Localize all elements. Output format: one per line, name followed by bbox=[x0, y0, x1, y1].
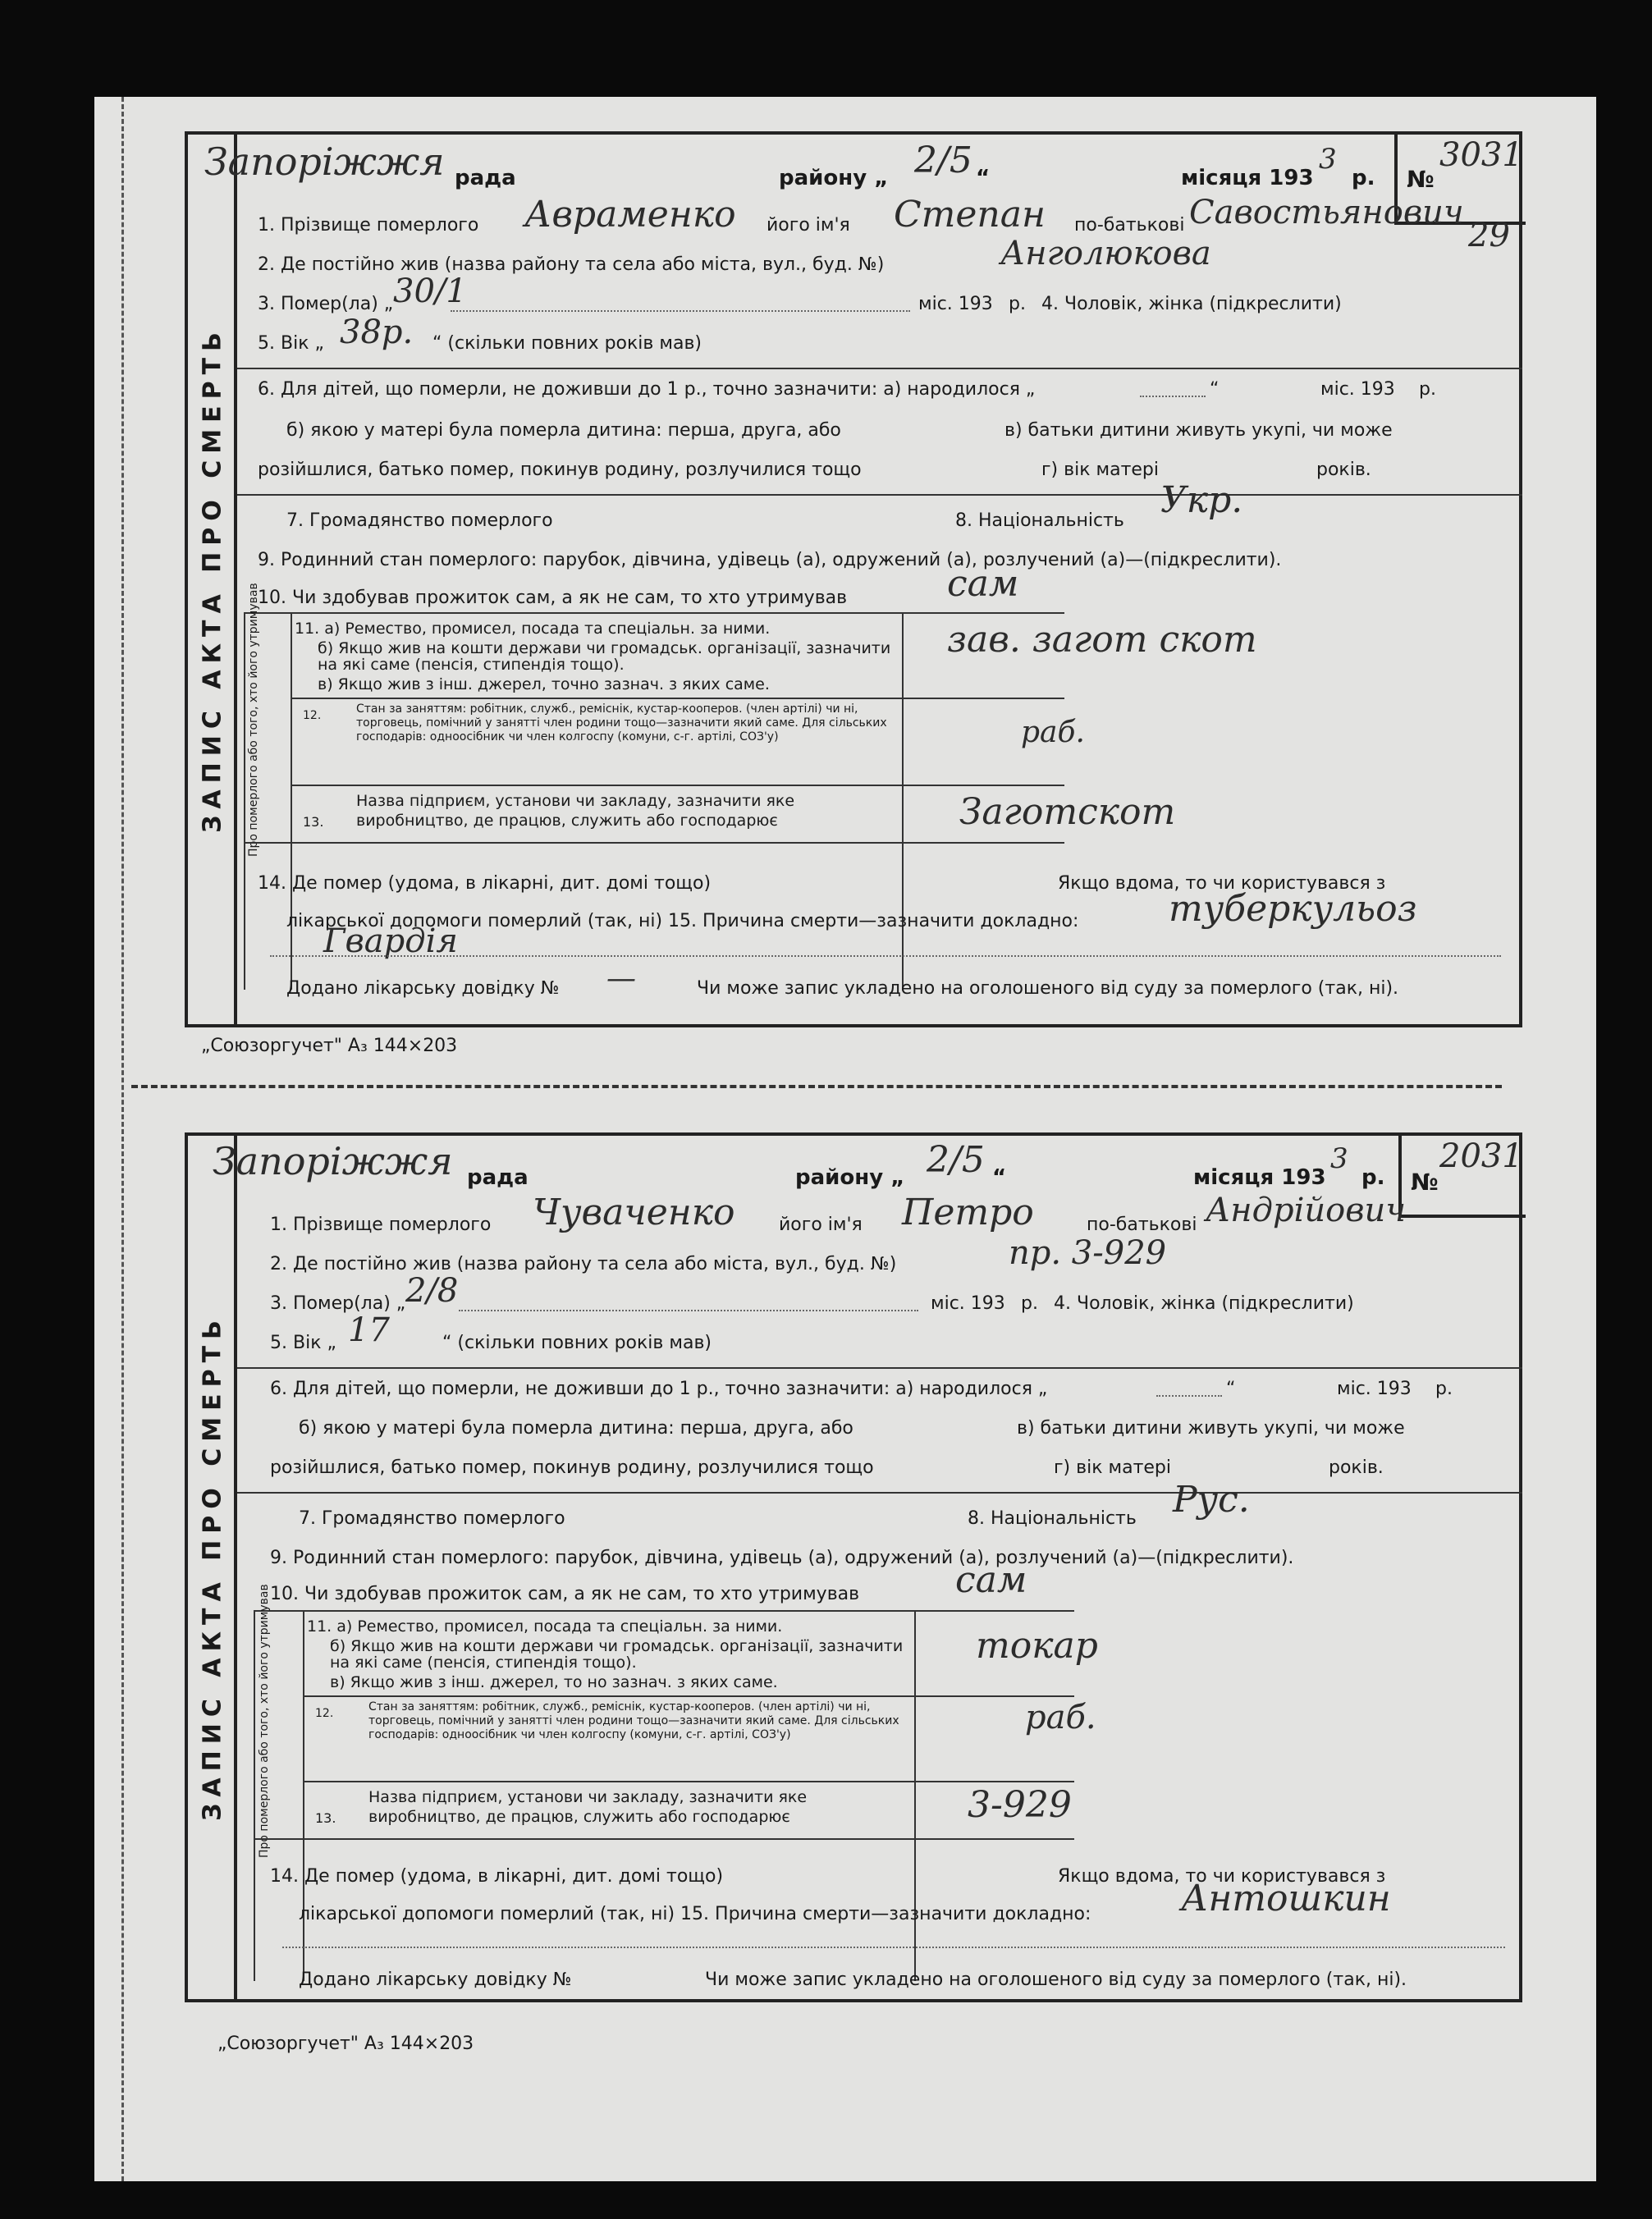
label-quote: “ bbox=[992, 1165, 1007, 1190]
dotted-line bbox=[282, 1947, 1505, 1948]
hw-surname: Чуваченко bbox=[533, 1192, 735, 1233]
field-13: Назва підприєм, установи чи закладу, зазначити яке виробництво, де працюв, служить або господарює bbox=[368, 1788, 808, 1826]
label-no: № bbox=[1407, 166, 1435, 193]
hw-died: 2/8 bbox=[405, 1272, 459, 1310]
field-3: 3. Помер(ла) „ bbox=[270, 1293, 406, 1314]
dotted-line bbox=[459, 1310, 918, 1311]
hw-month: 3 bbox=[1330, 1142, 1348, 1175]
hw-surname: Авраменко bbox=[524, 194, 736, 236]
field-15: лікарської допомоги померлий (так, ні) 15. Причина смерти—зазначити докладно: bbox=[286, 911, 1079, 931]
label-month: місяця 193 bbox=[1193, 1165, 1326, 1190]
hw-workplace: Заготскот bbox=[959, 791, 1176, 833]
field-9: 9. Родинний стан померлого: парубок, дівчина, удівець (а), одружений (а), розлучений (а)—(підкреслити). bbox=[270, 1548, 1294, 1568]
field-6a-mis: міс. 193 bbox=[1337, 1379, 1412, 1399]
field-6c: розійшлися, батько помер, покинув родину, розлучилися тощо bbox=[258, 460, 862, 480]
field-9: 9. Родинний стан померлого: парубок, дівчина, удівець (а), одружений (а), розлучений (а)—(підкреслити). bbox=[258, 550, 1282, 570]
rule bbox=[303, 1781, 1074, 1782]
hw-rayon: 2/5 bbox=[914, 140, 972, 181]
hw-margin-number: 29 bbox=[1468, 217, 1510, 254]
field-3-mis: міс. 193 bbox=[931, 1293, 1005, 1314]
hw-nationality: Рус. bbox=[1173, 1479, 1250, 1521]
hw-patronymic: Андрійович bbox=[1206, 1192, 1407, 1229]
label-rayonu: району „ bbox=[779, 166, 889, 190]
field-6b: б) якою у матері була померла дитина: перша, друга, або bbox=[286, 420, 841, 441]
hw-address: пр. 3-929 bbox=[1009, 1234, 1167, 1272]
field-6b-tail: в) батьки дитини живуть укупі, чи може bbox=[1017, 1418, 1405, 1439]
field-6a-q: “ bbox=[1210, 379, 1220, 400]
field-6b-tail: в) батьки дитини живуть укупі, чи може bbox=[1004, 420, 1393, 441]
hw-workplace: 3-929 bbox=[968, 1784, 1072, 1826]
hw-cause: туберкульоз bbox=[1169, 888, 1417, 930]
form-1-footer: „Союзоргучет" А₃ 144×203 bbox=[201, 1036, 458, 1056]
perforation-line bbox=[121, 97, 124, 2181]
hw-month: 3 bbox=[1319, 143, 1337, 176]
field-10: 10. Чи здобував прожиток сам, а як не сам, то хто утримував bbox=[270, 1584, 860, 1604]
rule bbox=[291, 698, 1064, 699]
label-month: місяця 193 bbox=[1181, 166, 1314, 190]
vrule bbox=[244, 612, 245, 990]
hw-status: раб. bbox=[1025, 1699, 1096, 1736]
rule bbox=[291, 785, 1064, 786]
vrule bbox=[291, 612, 292, 990]
field-12: Стан за заняттям: робітник, служб., реміснік, кустар-кооперов. (член артілі) чи ні, торговець, помічний у занятті член родини тощо—зазначити який саме. Для сільських господарів: одноосібник чи член колгоспу (комуни, с-г. артілі, СОЗ'у) bbox=[368, 1700, 899, 1741]
field-1-patronymic: по-батькові bbox=[1074, 215, 1185, 236]
field-1: 1. Прізвище померлого bbox=[270, 1215, 492, 1235]
field-11v: в) Якщо жив з інш. джерел, точно зазнач. з яких саме. bbox=[318, 675, 770, 693]
field-4: 4. Чоловік, жінка (підкреслити) bbox=[1041, 294, 1342, 314]
field-5-tail: “ (скільки повних років мав) bbox=[432, 333, 702, 354]
field-11a: 11. а) Ремество, промисел, посада та спеціальн. за ними. bbox=[307, 1617, 783, 1636]
hw-address: Анголюкова bbox=[1000, 235, 1211, 272]
hw-support: сам bbox=[947, 563, 1019, 605]
label-rayonu: району „ bbox=[795, 1165, 905, 1190]
rule bbox=[237, 1367, 1522, 1369]
hw-nationality: Укр. bbox=[1160, 479, 1243, 521]
rule bbox=[244, 612, 1064, 614]
field-6c-tail: років. bbox=[1316, 460, 1371, 480]
field-6b: б) якою у матері була померла дитина: перша, друга, або bbox=[299, 1418, 853, 1439]
field-1-name: його ім'я bbox=[767, 215, 850, 236]
field-3-r: р. bbox=[1009, 294, 1026, 314]
field-spravka-tail: Чи може запис укладено на оголошеного від суду за померлого (так, ні). bbox=[705, 1970, 1407, 1990]
field-1-patronymic: по-батькові bbox=[1087, 1215, 1197, 1235]
field-13-num: 13. bbox=[303, 814, 324, 830]
field-2: 2. Де постійно жив (назва району та села або міста, вул., буд. №) bbox=[258, 254, 885, 275]
field-spravka: Додано лікарську довідку № bbox=[286, 978, 560, 999]
hw-name: Степан bbox=[894, 194, 1046, 236]
hw-died: 30/1 bbox=[393, 272, 467, 310]
field-3: 3. Помер(ла) „ bbox=[258, 294, 394, 314]
vertical-title: ЗАПИС АКТА ПРО СМЕРТЬ bbox=[198, 326, 227, 833]
dotted-line bbox=[270, 955, 1501, 957]
rule bbox=[237, 494, 1522, 496]
field-15: лікарської допомоги померлий (так, ні) 15. Причина смерти—зазначити докладно: bbox=[299, 1904, 1091, 1924]
hw-occupation: зав. загот скот bbox=[947, 619, 1257, 661]
hw-patronymic: Савостьянович bbox=[1189, 194, 1464, 231]
label-rada: рада bbox=[455, 166, 516, 190]
rule bbox=[303, 1695, 1074, 1697]
rule bbox=[254, 1610, 1074, 1612]
field-6a-mis: міс. 193 bbox=[1320, 379, 1395, 400]
field-11b: б) Якщо жив на кошти держави чи громадськ. організації, зазначити на які саме (пенсія, стипендія тощо). bbox=[318, 639, 891, 674]
field-6a: 6. Для дітей, що померли, не доживши до 1 р., точно зазначити: а) народилося „ bbox=[258, 379, 1036, 400]
hw-rada: Запоріжжя bbox=[204, 140, 445, 184]
label-no: № bbox=[1411, 1169, 1439, 1196]
field-6a-q: “ bbox=[1226, 1379, 1236, 1399]
field-4: 4. Чоловік, жінка (підкреслити) bbox=[1054, 1293, 1354, 1314]
field-12: Стан за заняттям: робітник, служб., реміснік, кустар-кооперов. (член артілі) чи ні, торговець, помічний у занятті член родини тощо—зазначити який саме. Для сільських господарів: одноосібник чи член колгоспу (комуни, с-г. артілі, СОЗ'у) bbox=[356, 702, 887, 743]
field-3-mis: міс. 193 bbox=[918, 294, 993, 314]
field-6c-g: г) вік матері bbox=[1054, 1457, 1171, 1478]
hw-number: 3031 bbox=[1439, 136, 1523, 174]
vrule bbox=[303, 1610, 304, 1981]
rule bbox=[237, 368, 1522, 369]
field-12-num: 12. bbox=[303, 709, 322, 722]
field-8: 8. Національність bbox=[955, 510, 1124, 531]
hw-rada: Запоріжжя bbox=[213, 1139, 453, 1183]
field-1: 1. Прізвище померлого bbox=[258, 215, 479, 236]
field-6c-g: г) вік матері bbox=[1041, 460, 1159, 480]
side-note: Про померлого або того, хто його утримував bbox=[247, 583, 260, 857]
hw-age: 38р. bbox=[340, 313, 414, 351]
hw-occupation: токар bbox=[976, 1625, 1098, 1667]
field-11a: 11. а) Ремество, промисел, посада та спеціальн. за ними. bbox=[295, 620, 771, 638]
vertical-title-band bbox=[188, 1136, 237, 1999]
field-6a-r: р. bbox=[1435, 1379, 1453, 1399]
field-3-r: р. bbox=[1021, 1293, 1038, 1314]
field-6c-tail: років. bbox=[1329, 1457, 1384, 1478]
vrule bbox=[902, 612, 904, 990]
field-12-num: 12. bbox=[315, 1707, 334, 1720]
label-r: р. bbox=[1361, 1165, 1385, 1190]
death-record-form-1 bbox=[185, 131, 1522, 1027]
field-8: 8. Національність bbox=[968, 1508, 1137, 1529]
field-5: 5. Вік „ bbox=[258, 333, 324, 354]
field-10: 10. Чи здобував прожиток сам, а як не сам, то хто утримував bbox=[258, 588, 848, 608]
hw-age: 17 bbox=[348, 1311, 390, 1349]
label-quote: “ bbox=[976, 166, 991, 190]
hw-cause: Антошкин bbox=[1181, 1878, 1391, 1919]
field-11b: б) Якщо жив на кошти держави чи громадськ. організації, зазначити на які саме (пенсія, стипендія тощо). bbox=[330, 1637, 904, 1672]
field-1-name: його ім'я bbox=[779, 1215, 863, 1235]
field-6a-r: р. bbox=[1419, 379, 1436, 400]
label-rada: рада bbox=[467, 1165, 529, 1190]
field-13: Назва підприєм, установи чи закладу, зазначити яке виробництво, де працюв, служить або господарює bbox=[356, 792, 795, 830]
field-spravka-tail: Чи може запис укладено на оголошеного від суду за померлого (так, ні). bbox=[697, 978, 1399, 999]
hw-number: 2031 bbox=[1439, 1137, 1523, 1175]
hw-rayon: 2/5 bbox=[927, 1139, 985, 1181]
field-14: 14. Де помер (удома, в лікарні, дит. домі тощо) bbox=[270, 1866, 724, 1887]
side-note: Про померлого або того, хто його утримував bbox=[258, 1584, 271, 1858]
dotted-line bbox=[1156, 1395, 1222, 1397]
field-6a: 6. Для дітей, що померли, не доживши до 1 р., точно зазначити: а) народилося „ bbox=[270, 1379, 1048, 1399]
field-7: 7. Громадянство померлого bbox=[299, 1508, 565, 1529]
field-spravka: Додано лікарську довідку № bbox=[299, 1970, 572, 1990]
hw-support: сам bbox=[955, 1559, 1027, 1601]
label-r: р. bbox=[1352, 166, 1375, 190]
cut-line bbox=[131, 1085, 1502, 1088]
field-7: 7. Громадянство померлого bbox=[286, 510, 553, 531]
form-2-footer: „Союзоргучет" А₃ 144×203 bbox=[217, 2034, 474, 2054]
rule bbox=[237, 1492, 1522, 1494]
hw-place: Гвардія bbox=[323, 922, 458, 960]
dotted-line bbox=[451, 310, 910, 312]
vertical-title-band bbox=[188, 135, 237, 1024]
rule bbox=[254, 1838, 1074, 1840]
field-2: 2. Де постійно жив (назва району та села або міста, вул., буд. №) bbox=[270, 1254, 897, 1274]
field-14-tail: Якщо вдома, то чи користувався з bbox=[1058, 873, 1386, 894]
field-14-tail: Якщо вдома, то чи користувався з bbox=[1058, 1866, 1386, 1887]
vrule bbox=[254, 1610, 255, 1981]
field-14: 14. Де помер (удома, в лікарні, дит. домі тощо) bbox=[258, 873, 712, 894]
vertical-title: ЗАПИС АКТА ПРО СМЕРТЬ bbox=[198, 1314, 227, 1821]
field-5-tail: “ (скільки повних років мав) bbox=[442, 1333, 712, 1353]
hw-status: раб. bbox=[1021, 716, 1085, 749]
dotted-line bbox=[1140, 396, 1206, 397]
field-13-num: 13. bbox=[315, 1810, 336, 1826]
vrule bbox=[914, 1610, 916, 1981]
field-5: 5. Вік „ bbox=[270, 1333, 336, 1353]
hw-name: Петро bbox=[902, 1192, 1034, 1233]
rule bbox=[244, 842, 1064, 844]
field-6c: розійшлися, батько помер, покинув родину, розлучилися тощо bbox=[270, 1457, 874, 1478]
field-11v: в) Якщо жив з інш. джерел, то но зазнач. з яких саме. bbox=[330, 1673, 778, 1691]
hw-spravka: — bbox=[606, 962, 636, 995]
death-record-form-2 bbox=[185, 1132, 1522, 2002]
